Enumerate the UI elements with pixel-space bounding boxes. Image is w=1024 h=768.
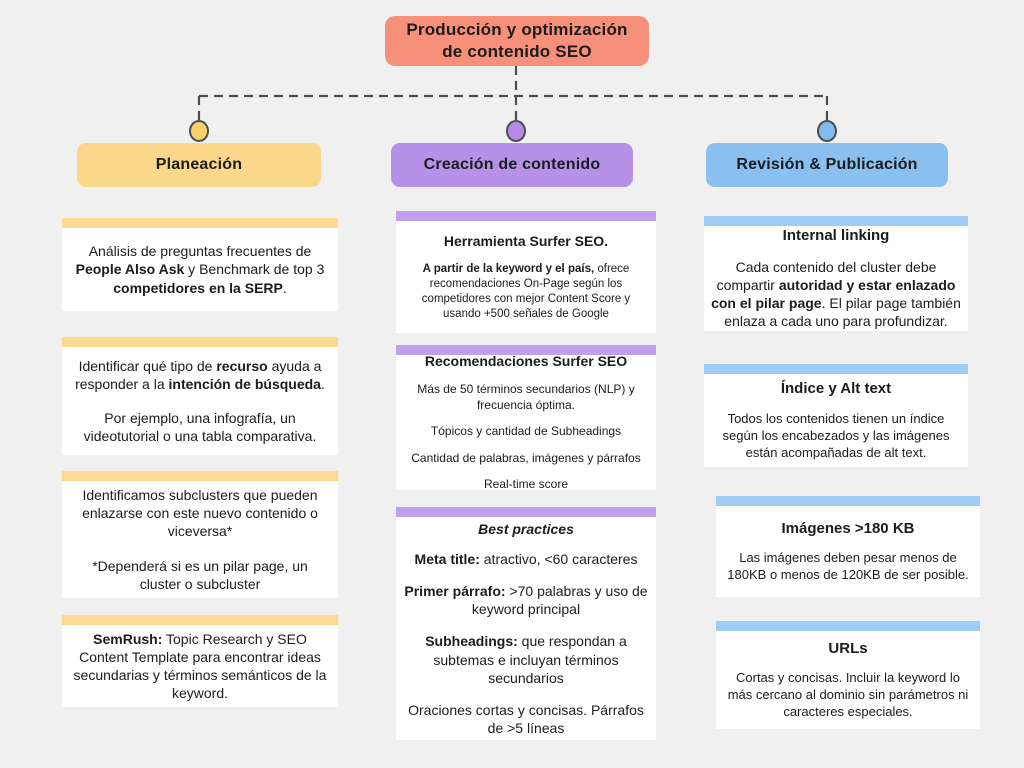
card-accent-bar	[704, 364, 968, 374]
text-segment: Análisis de preguntas frecuentes de	[88, 243, 312, 260]
text-segment: *Dependerá si es un pilar page, un cluster o subcluster	[92, 557, 308, 592]
text-segment: .	[282, 279, 287, 296]
card-revision-internal-linking	[704, 216, 968, 331]
card-body	[716, 506, 980, 597]
card-paragraph	[70, 630, 330, 703]
text-segment: A partir de la keyword y el país,	[422, 263, 595, 276]
text-segment: Tópicos y cantidad de Subheadings	[430, 424, 622, 439]
card-body	[396, 517, 656, 740]
card-paragraph	[70, 557, 330, 593]
card-planeacion-semrush	[62, 615, 338, 707]
text-segment: Todos los contenidos tienen un índice según los encabezados y las imágenes están acompañadas de alt text.	[722, 410, 950, 460]
card-revision-indice-alt-text	[704, 364, 968, 467]
card-paragraph	[404, 451, 648, 467]
card-body	[62, 228, 338, 311]
branch-header-revision-publicacion: Revisión & Publicación	[706, 143, 948, 187]
text-segment: ofrece recomendaciones On-Page según los competidores con mejor Content Score y usando +500 señales de Google	[421, 263, 631, 321]
card-accent-bar	[716, 621, 980, 631]
card-accent-bar	[62, 337, 338, 347]
card-title: Recomendaciones Surfer SEO	[424, 352, 628, 369]
text-segment: y Benchmark de top 3	[184, 261, 325, 278]
branch-node-creacion-icon	[507, 121, 525, 141]
text-segment: >70 palabras y uso de keyword principal	[471, 583, 648, 618]
card-paragraph	[404, 550, 648, 568]
text-segment: que respondan a subtemas e incluyan términos secundarios	[433, 633, 627, 686]
text-segment: . El pilar page también enlaza a cada uno para profundizar.	[724, 295, 961, 330]
card-paragraph	[724, 550, 972, 584]
text-segment: Cortas y concisas. Incluir la keyword lo más cercano al dominio sin parámetros ni caracteres especiales.	[727, 670, 969, 720]
text-segment: atractivo, <60 caracteres	[479, 550, 638, 567]
card-paragraph	[70, 486, 330, 541]
card-accent-bar	[396, 211, 656, 221]
text-segment: ayuda a responder a la	[75, 357, 322, 392]
text-segment: Las imágenes deben pesar menos de 180KB o menos de 120KB de ser posible.	[727, 550, 969, 583]
branch-node-planeacion-icon	[190, 121, 208, 141]
card-title: Herramienta Surfer SEO.	[443, 233, 609, 250]
branch-node-revision-icon	[818, 121, 836, 141]
card-revision-imagenes	[716, 496, 980, 597]
card-revision-urls	[716, 621, 980, 729]
card-paragraph	[70, 357, 330, 393]
card-body	[62, 347, 338, 455]
text-segment: .	[320, 375, 325, 392]
card-text	[404, 262, 648, 322]
card-body	[396, 352, 656, 492]
card-body	[62, 625, 338, 707]
card-paragraph	[404, 382, 648, 413]
text-segment: People Also Ask	[75, 261, 185, 278]
card-text	[724, 550, 972, 584]
text-segment: Subheadings:	[425, 633, 518, 650]
card-accent-bar	[62, 218, 338, 228]
text-segment: competidores en la SERP	[113, 279, 283, 296]
text-segment: Cada contenido del cluster debe compartir	[716, 258, 937, 294]
text-segment: intención de búsqueda	[168, 375, 321, 392]
card-paragraph	[70, 409, 330, 445]
card-accent-bar	[396, 507, 656, 517]
text-segment: Identificamos subclusters que pueden enlazarse con este nuevo contenido o viceversa*	[82, 487, 318, 540]
text-segment: recurso	[216, 357, 268, 374]
card-creacion-best-practices	[396, 507, 656, 740]
card-accent-bar	[62, 615, 338, 625]
text-segment: Cantidad de palabras, imágenes y párrafos	[411, 450, 641, 465]
card-text	[404, 382, 648, 493]
text-segment: Oraciones cortas y concisas. Párrafos de >5 líneas	[408, 701, 644, 737]
card-paragraph	[404, 262, 648, 322]
card-accent-bar	[62, 471, 338, 481]
card-body	[396, 221, 656, 333]
card-paragraph	[404, 477, 648, 493]
card-title: Internal linking	[782, 227, 890, 245]
card-title: Índice y Alt text	[780, 380, 892, 398]
card-paragraph	[712, 411, 960, 462]
card-paragraph	[404, 632, 648, 687]
root-title: Producción y optimización de contenido SEO	[385, 16, 649, 66]
card-title: Imágenes >180 KB	[781, 519, 915, 537]
card-body	[704, 374, 968, 467]
card-planeacion-analisis	[62, 218, 338, 311]
card-paragraph	[404, 424, 648, 440]
card-paragraph	[70, 242, 330, 297]
card-planeacion-subclusters	[62, 471, 338, 598]
card-text	[710, 258, 962, 331]
card-text	[404, 550, 648, 738]
card-body	[704, 226, 968, 331]
card-paragraph	[724, 670, 972, 721]
card-accent-bar	[704, 216, 968, 226]
text-segment: Primer párrafo:	[404, 583, 506, 600]
card-accent-bar	[716, 496, 980, 506]
card-paragraph	[710, 258, 962, 331]
text-segment: Real-time score	[483, 477, 569, 492]
branch-header-planeacion: Planeación	[77, 143, 321, 187]
card-creacion-herramienta-surfer	[396, 211, 656, 333]
text-segment: Meta title:	[414, 550, 480, 567]
branch-header-creacion-de-contenido: Creación de contenido	[391, 143, 633, 187]
text-segment: Por ejemplo, una infografía, un videotutorial o una tabla comparativa.	[83, 410, 317, 445]
text-segment: SemRush:	[93, 630, 163, 647]
card-creacion-recomendaciones-surfer	[396, 345, 656, 490]
card-paragraph	[404, 582, 648, 618]
card-paragraph	[404, 701, 648, 737]
text-segment: Más de 50 términos secundarios (NLP) y frecuencia óptima.	[417, 382, 635, 412]
card-text	[724, 670, 972, 721]
card-body	[716, 631, 980, 729]
text-segment: autoridad y estar enlazado con el pilar page	[711, 277, 956, 312]
card-planeacion-tipo-recurso	[62, 337, 338, 455]
card-text	[712, 411, 960, 462]
card-title: Best practices	[478, 520, 574, 537]
text-segment: Topic Research y SEO Content Template para encontrar ideas secundarias y términos semánticos de la keyword.	[73, 630, 327, 702]
card-body	[62, 481, 338, 598]
card-title: URLs	[828, 639, 868, 657]
text-segment: Identificar qué tipo de	[78, 357, 217, 374]
